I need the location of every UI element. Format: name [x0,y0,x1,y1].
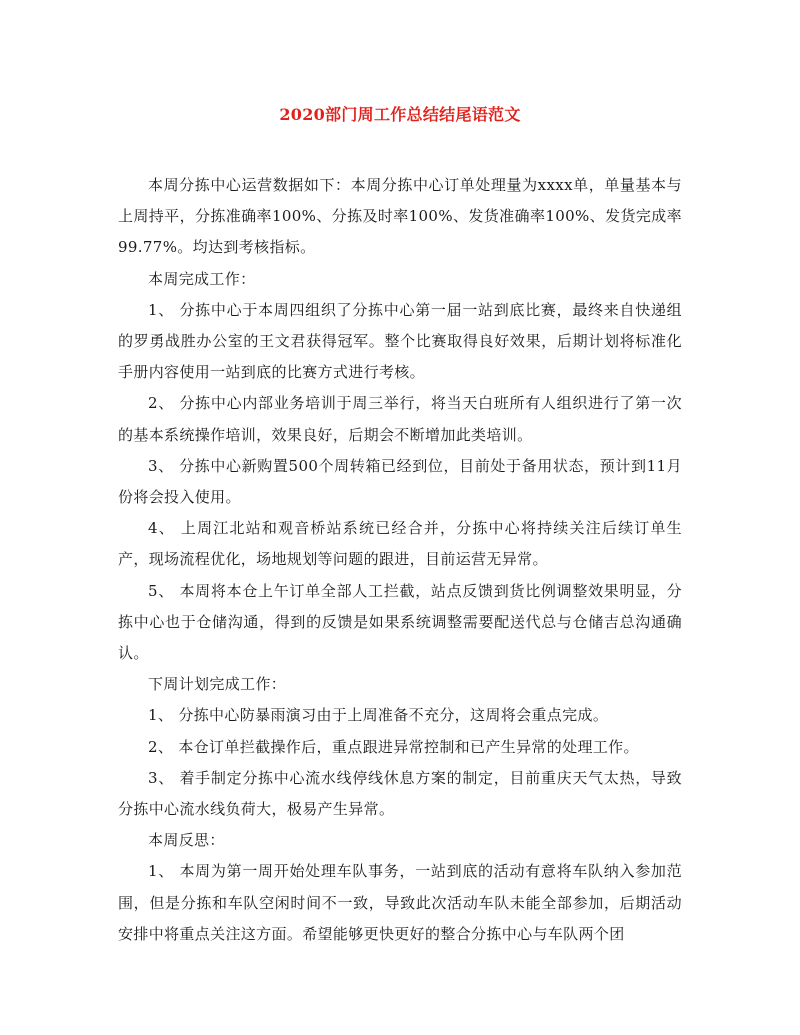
completed-item-4: 4、 上周江北站和观音桥站系统已经合并，分拣中心将持续关注后续订单生产，现场流程优化，场地规划等问题的跟进，目前运营无异常。 [118,519,682,569]
reflection-item-1: 1、 本周为第一周开始处理车队事务，一站到底的活动有意将车队纳入参加范围，但是分拣和车队空闲时间不一致，导致此次活动车队未能全部参加，后期活动安排中将重点关注这方面。希望能够更快更好的整合分拣中心与车队两个团 [118,862,682,943]
completed-item-5: 5、 本周将本仓上午订单全部人工拦截，站点反馈到货比例调整效果明显，分拣中心也于仓储沟通，得到的反馈是如果系统调整需要配送代总与仓储吉总沟通确认。 [118,581,682,663]
completed-item-1: 1、 分拣中心于本周四组织了分拣中心第一届一站到底比赛，最终来自快递组的罗勇战胜办公室的王文君获得冠军。整个比赛取得良好效果，后期计划将标准化手册内容使用一站到底的比赛方式进行考核。 [118,300,682,382]
next-item-1: 1、 分拣中心防暴雨演习由于上周准备不充分，这周将会重点完成。 [148,706,609,725]
next-week-plan-heading: 下周计划完成工作： [148,675,287,694]
next-item-2: 2、 本仓订单拦截操作后，重点跟进异常控制和已产生异常的处理工作。 [148,737,639,756]
document-body [118,170,682,950]
document-title: 2020部门周工作总结结尾语范文 [279,105,521,124]
reflection-heading: 本周反思： [148,831,225,850]
completed-work-heading: 本周完成工作： [148,269,256,288]
completed-item-2: 2、 分拣中心内部业务培训于周三举行，将当天白班所有人组织进行了第一次的基本系统操作培训，效果良好，后期会不断增加此类培训。 [118,394,682,444]
next-item-3: 3、 着手制定分拣中心流水线停线休息方案的制定，目前重庆天气太热，导致分拣中心流水线负荷大，极易产生异常。 [118,768,682,819]
intro-paragraph: 本周分拣中心运营数据如下：本周分拣中心订单处理量为xxxx单，单量基本与上周持平，分拣准确率100%、分拣及时率100%、发货准确率100%、发货完成率99.77%。均达到考核指标。 [118,176,682,257]
completed-item-3: 3、 分拣中心新购置500个周转箱已经到位，目前处于备用状态，预计到11月份将会投入使用。 [118,456,682,507]
